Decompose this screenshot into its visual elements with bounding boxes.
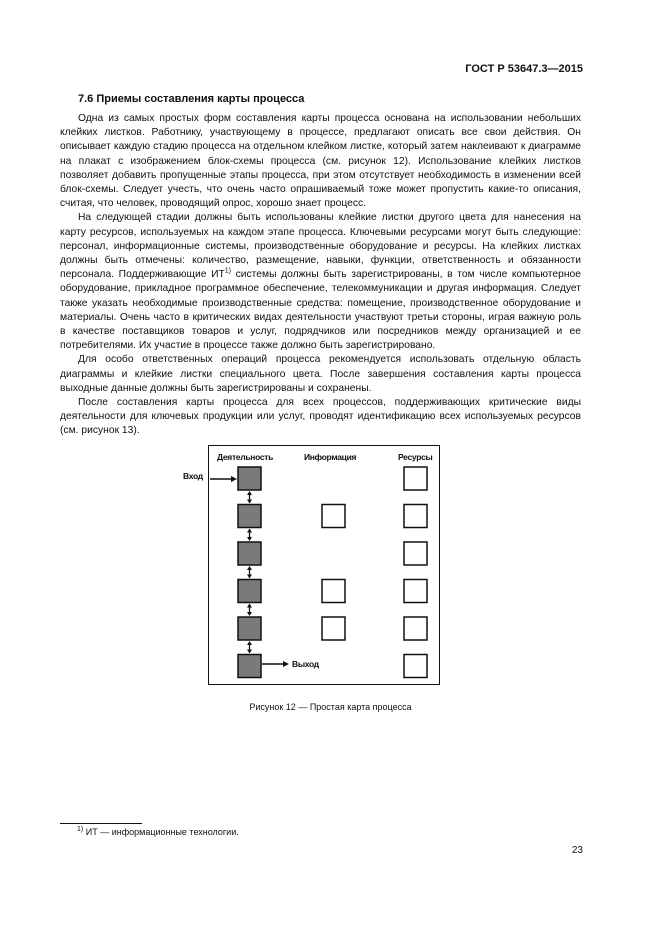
connector-arrowhead-down	[247, 500, 252, 504]
resource-box	[404, 542, 427, 565]
output-arrowhead	[283, 661, 289, 667]
output-label: Выход	[292, 659, 319, 669]
information-box	[322, 580, 345, 603]
activity-box	[238, 617, 261, 640]
figure-caption: Рисунок 12 — Простая карта процесса	[249, 702, 412, 712]
connector-arrowhead-down	[247, 650, 252, 654]
paragraph-2-start: На следующей стадии должны быть использованы клейкие листки другого цвета для нанесения на карту ресурсов, используемых на каждом этапе процесса. Ключевыми ресурсами могут быть следующие: персонал, информационные системы, производственные оборудование и ресурсы. На клейких листках должны быть отмечены: количество, размещение, навыки, функции, ответственность и обязанности персонала. Поддерживающие ИТ	[60, 212, 581, 281]
resource-box	[404, 617, 427, 640]
paragraph-4: После составления карты процесса для всех процессов, поддерживающих критические виды деятельности для ключевых продукции или услуг, проводят идентификацию всех используемых ресурсов (см. рисунок 13).	[60, 397, 581, 437]
activity-box	[238, 542, 261, 565]
resource-box	[404, 467, 427, 490]
information-box	[322, 505, 345, 528]
connector-arrowhead-up	[247, 491, 252, 495]
connector-arrowhead-down	[247, 612, 252, 616]
page-number: 23	[571, 845, 583, 856]
resource-box	[404, 655, 427, 678]
activity-box	[238, 655, 261, 678]
footnote-ref: 1)	[224, 267, 231, 275]
connector-arrowhead-down	[247, 537, 252, 541]
resource-box	[404, 580, 427, 603]
activity-box	[238, 505, 261, 528]
activity-box	[238, 467, 261, 490]
column-label-resources: Ресурсы	[398, 452, 433, 462]
paragraph-2-end: системы должны быть зарегистрированы, в том числе компьютерное оборудование, прикладное программное обеспечение, телекоммуникации и другая информация. Следует также указать необходимые производственные средства: помещение, производственное оборудование и материалы. Очень часто в критических видах деятельности участвуют третьи стороны, играя важную роль в качестве поставщиков товаров и услуг, подрядчиков или посредников между организацией и ее потребителями. Их участие в процессе также должно быть зарегистрировано.	[60, 269, 581, 352]
connector-arrowhead-down	[247, 575, 252, 579]
footnote-text: ИТ — информационные технологии.	[85, 827, 239, 837]
input-arrowhead	[231, 476, 237, 482]
resource-box	[404, 505, 427, 528]
connector-arrowhead-up	[247, 604, 252, 608]
footnote-divider	[60, 823, 142, 824]
column-label-activity: Деятельность	[217, 452, 274, 462]
footnote	[77, 827, 239, 837]
connector-arrowhead-up	[247, 641, 252, 645]
paragraph-1: Одна из самых простых форм составления карты процесса основана на использовании небольших клейких листков. Работнику, участвующему в процессе, предлагают описать все свои действия. Он описывает каждую стадию процесса на отдельном клейком листке, который затем наклеивают к диаграмме на плакат с изображением блок-схемы процесса (см. рисунок 12). Использование клейких листков позволяет добавить пропущенные этапы процесса, при этом отсутствует необходимость в изменении всей блок-схемы. Следует учесть, что очень часто опрашиваемый тоже может пропустить какие-то описания, считая, что человек, проводящий опрос, хорошо знает процесс.	[60, 113, 581, 210]
connector-arrowhead-up	[247, 529, 252, 533]
column-label-information: Информация	[304, 452, 357, 462]
connector-arrowhead-up	[247, 566, 252, 570]
section-heading: 7.6 Приемы составления карты процесса	[78, 93, 305, 105]
activity-box	[238, 580, 261, 603]
document-header: ГОСТ Р 53647.3—2015	[465, 63, 583, 75]
input-label: Вход	[183, 471, 203, 481]
paragraph-3: Для особо ответственных операций процесса рекомендуется использовать отдельную область диаграммы и клейкие листки специального цвета. После завершения составления карты процесса выходные данные должны быть зарегистрированы и сохранены.	[60, 354, 581, 394]
footnote-marker: 1)	[77, 826, 84, 833]
information-box	[322, 617, 345, 640]
